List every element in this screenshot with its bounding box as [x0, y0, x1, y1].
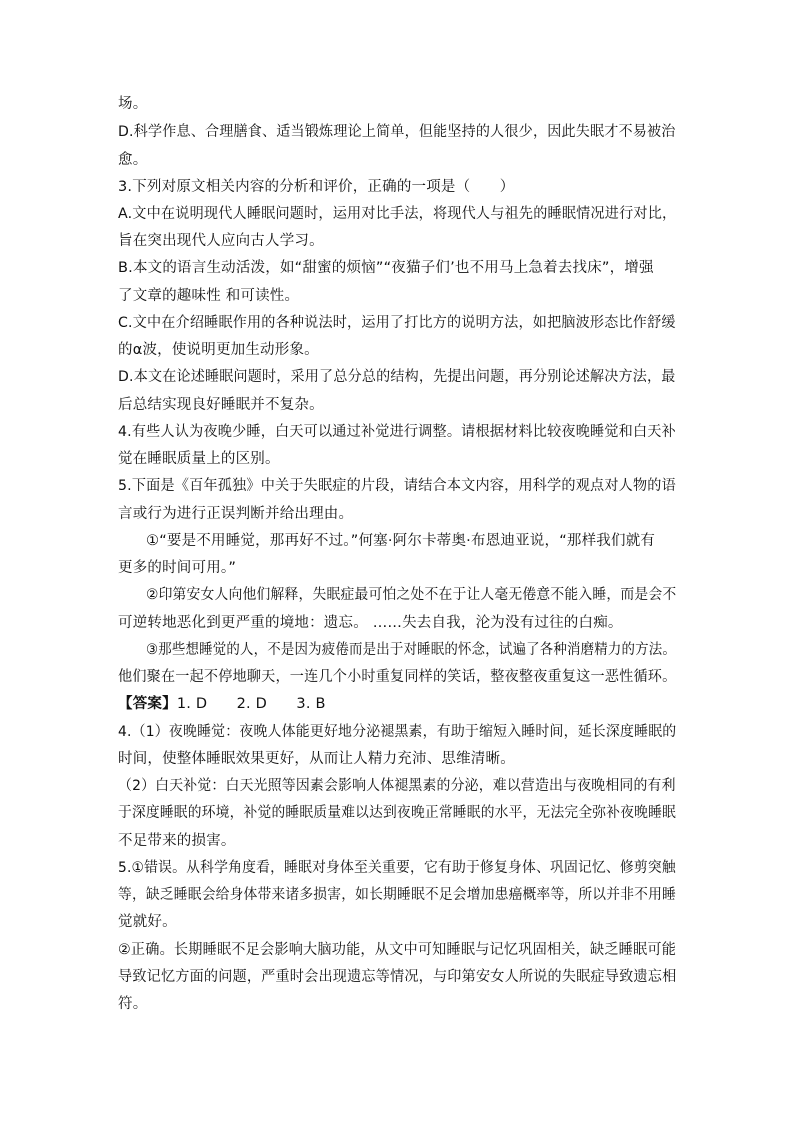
text-line: 更多的时间可用。”: [118, 560, 237, 576]
text-line: 旨在突出现代人应向古人学习。: [118, 233, 324, 249]
question-5: 5.下面是《百年孤独》中关于失眠症的片段，请结合本文内容，用科学的观点对人物的语: [118, 478, 676, 494]
excerpt-1: ①“要是不用睡觉，那再好不过。”何塞·阿尔卡蒂奥·布恩迪亚说，“那样我们就有: [146, 533, 656, 549]
text-line: 他们聚在一起不停地聊天，一连几个小时重复同样的笑话，整夜整夜重复这一恶性循环。: [118, 669, 677, 685]
option-c-line: C.文中在介绍睡眠作用的各种说法时，运用了打比方的说明方法，如把脑波形态比作舒缓: [118, 315, 676, 331]
text-line: 符。: [118, 996, 148, 1012]
text-line: 时间，使整体睡眠效果更好，从而让人精力充沛、思维清晰。: [118, 751, 515, 767]
answer-5-part-1: 5.①错误。从科学角度看，睡眠对身体至关重要，它有助于修复身体、巩固记忆、修剪突触: [118, 860, 676, 876]
excerpt-3: ③那些想睡觉的人，不是因为疲倦而是出于对睡眠的怀念，试遍了各种消磨精力的方法。: [146, 642, 677, 658]
text-line: 愈。: [118, 152, 148, 168]
text-line: 场。: [118, 96, 148, 112]
answer-values: 1. D 2. D 3. B: [176, 696, 326, 712]
question-3: 3.下列对原文相关内容的分析和评价，正确的一项是（ ）: [118, 179, 515, 195]
question-4: 4.有些人认为夜晚少睡，白天可以通过补觉进行调整。请根据材料比较夜晚睡觉和白天补: [118, 424, 676, 440]
text-line: 可逆转地恶化到更严重的境地：遗忘。 ……失去自我，沦为没有过往的白痴。: [118, 615, 623, 631]
answer-key: [118, 694, 326, 714]
text-line: 导致记忆方面的问题，严重时会出现遗忘等情况，与印第安女人所说的失眠症导致遗忘相: [118, 969, 677, 985]
option-b-line: B.本文的语言生动活泼，如“甜蜜的烦恼”“夜猫子们’也不用马上急着去找床”，增强: [118, 260, 654, 276]
answer-4-part-2: （2）白天补觉：白天光照等因素会影响人体褪黑素的分泌，难以营造出与夜晚相同的有利: [118, 778, 676, 794]
text-line: 的α波，使说明更加生动形象。: [118, 342, 319, 358]
text-line: 言或行为进行正误判断并给出理由。: [118, 506, 354, 522]
text-line: 等，缺乏睡眠会给身体带来诸多损害，如长期睡眠不足会增加患癌概率等，所以并非不用睡: [118, 887, 677, 903]
answer-5-part-2: ②正确。长期睡眠不足会影响大脑功能，从文中可知睡眠与记忆巩固相关，缺乏睡眠可能: [118, 942, 677, 958]
option-d-line: D.科学作息、合理膳食、适当锻炼理论上简单，但能坚持的人很少，因此失眠才不易被治: [118, 124, 676, 140]
option-a-line: A.文中在说明现代人睡眠问题时，运用对比手法，将现代人与祖先的睡眠情况进行对比，: [118, 206, 677, 222]
answer-label: 【答案】: [118, 696, 177, 712]
excerpt-2: ②印第安女人向他们解释，失眠症最可怕之处不在于让人毫无倦意不能入睡，而是会不: [146, 587, 677, 603]
text-line: 不足带来的损害。: [118, 833, 236, 849]
text-line: 了文章的趣味性 和可读性。: [118, 288, 300, 304]
text-line: 觉在睡眠质量上的区别。: [118, 451, 280, 467]
text-line: 后总结实现良好睡眠并不复杂。: [118, 397, 324, 413]
text-line: 觉就好。: [118, 914, 177, 930]
option-d-line: D.本文在论述睡眠问题时，采用了总分总的结构，先提出问题，再分别论述解决方法，最: [118, 369, 676, 385]
text-line: 于深度睡眠的环境，补觉的睡眠质量难以达到夜晚正常睡眠的水平，无法完全弥补夜晚睡眠: [118, 805, 677, 821]
answer-4-part-1: 4.（1）夜晚睡觉：夜晚人体能更好地分泌褪黑素，有助于缩短入睡时间，延长深度睡眠的: [118, 724, 677, 740]
